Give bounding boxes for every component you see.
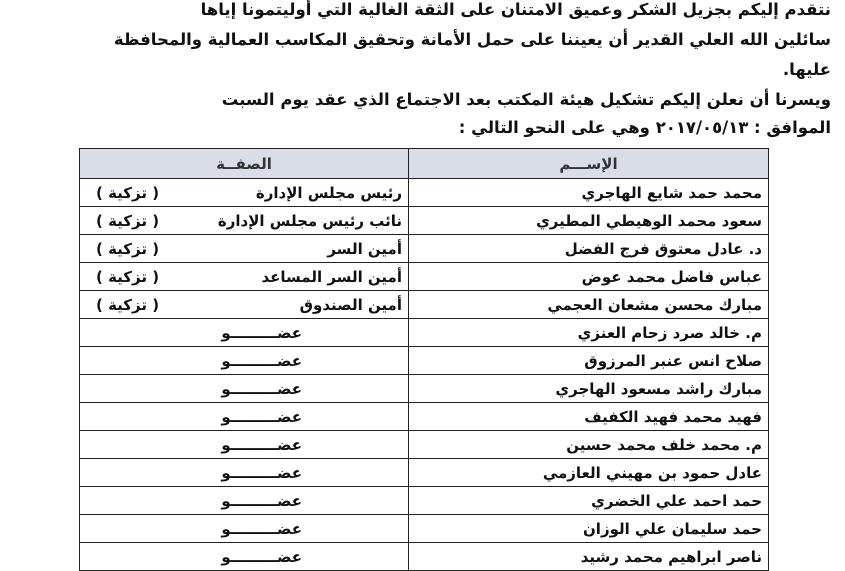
- member-name: عادل حمود بن مهيني العازمي: [409, 459, 769, 487]
- member-name: صلاح انس عنبر المرزوق: [409, 347, 769, 375]
- table-row: [80, 347, 769, 375]
- table-row: [80, 515, 769, 543]
- table-row: [80, 543, 769, 571]
- table-row: [80, 235, 769, 263]
- member-name: عباس فاضل محمد عوض: [409, 263, 769, 291]
- member-name: ناصر ابراهيم محمد رشيد: [409, 543, 769, 571]
- member-role: نائب رئيس مجلس الإدارة: [217, 211, 402, 230]
- header-role: الصفــة: [80, 149, 409, 179]
- intro-line-1: نتقدم إليكم بجزيل الشكر وعميق الامتنان على الثقة الغالية التي أوليتمونا إياها: [200, 0, 831, 19]
- acclamation-note: ( تزكية ): [96, 267, 160, 286]
- member-role: عضـــــــــو: [221, 323, 302, 342]
- table-row: [80, 179, 769, 207]
- member-name: حمد سليمان علي الوزان: [409, 515, 769, 543]
- member-role-cell: [80, 179, 409, 207]
- acclamation-note: ( تزكية ): [96, 211, 160, 230]
- member-role: عضـــــــــو: [221, 351, 302, 370]
- member-role: عضـــــــــو: [221, 407, 302, 426]
- member-name: سعود محمد الوهيطي المطيري: [409, 207, 769, 235]
- member-name: مبارك محسن مشعان العجمي: [409, 291, 769, 319]
- member-role-cell: [80, 207, 409, 235]
- table-row: [80, 487, 769, 515]
- member-role: عضـــــــــو: [221, 491, 302, 510]
- table-row: [80, 319, 769, 347]
- table-row: [80, 207, 769, 235]
- member-name: حمد احمد علي الخضري: [409, 487, 769, 515]
- intro-line-5: الموافق : ٢٠١٧/٠٥/١٣ وهي على النحو التالي :: [458, 118, 831, 137]
- member-role-cell: [80, 291, 409, 319]
- office-board-table: [79, 148, 769, 571]
- member-role: عضـــــــــو: [221, 519, 302, 538]
- member-role: عضـــــــــو: [221, 379, 302, 398]
- intro-line-4: ويسرنا أن نعلن إليكم تشكيل هيئة المكتب بعد الاجتماع الذي عقد يوم السبت: [221, 90, 831, 109]
- table-body: [80, 179, 769, 571]
- header-name: الإســـم: [409, 149, 769, 179]
- member-role-cell: [80, 235, 409, 263]
- member-name: م. محمد خلف محمد حسين: [409, 431, 769, 459]
- member-name: م. خالد صرد زحام العنزي: [409, 319, 769, 347]
- member-role-cell: [80, 347, 409, 375]
- acclamation-note: ( تزكية ): [96, 295, 160, 314]
- table-row: [80, 375, 769, 403]
- table-row: [80, 459, 769, 487]
- table-row: [80, 263, 769, 291]
- member-role: أمين السر المساعد: [261, 267, 402, 286]
- member-role: أمين الصندوق: [299, 295, 402, 314]
- member-name: محمد حمد شايع الهاجري: [409, 179, 769, 207]
- intro-line-2: سائلين الله العلي القدير أن يعيننا على حمل الأمانة وتحقيق المكاسب العمالية والمحافظة: [113, 30, 831, 49]
- member-role: رئيس مجلس الإدارة: [255, 183, 402, 202]
- member-role-cell: [80, 515, 409, 543]
- acclamation-note: ( تزكية ): [96, 183, 160, 202]
- acclamation-note: ( تزكية ): [96, 239, 160, 258]
- member-role-cell: [80, 431, 409, 459]
- table-row: [80, 431, 769, 459]
- intro-line-3: عليها.: [782, 60, 831, 79]
- member-role: عضـــــــــو: [221, 463, 302, 482]
- member-name: د. عادل معتوق فرج الفضل: [409, 235, 769, 263]
- member-role-cell: [80, 543, 409, 571]
- member-name: فهيد محمد فهيد الكفيف: [409, 403, 769, 431]
- member-role-cell: [80, 375, 409, 403]
- member-role-cell: [80, 319, 409, 347]
- member-name: مبارك راشد مسعود الهاجري: [409, 375, 769, 403]
- member-role-cell: [80, 403, 409, 431]
- table-header-row: [80, 149, 769, 179]
- member-role-cell: [80, 459, 409, 487]
- table-row: [80, 291, 769, 319]
- member-role: عضـــــــــو: [221, 547, 302, 566]
- member-role: عضـــــــــو: [221, 435, 302, 454]
- member-role-cell: [80, 263, 409, 291]
- member-role: أمين السر: [327, 239, 402, 258]
- member-role-cell: [80, 487, 409, 515]
- table-row: [80, 403, 769, 431]
